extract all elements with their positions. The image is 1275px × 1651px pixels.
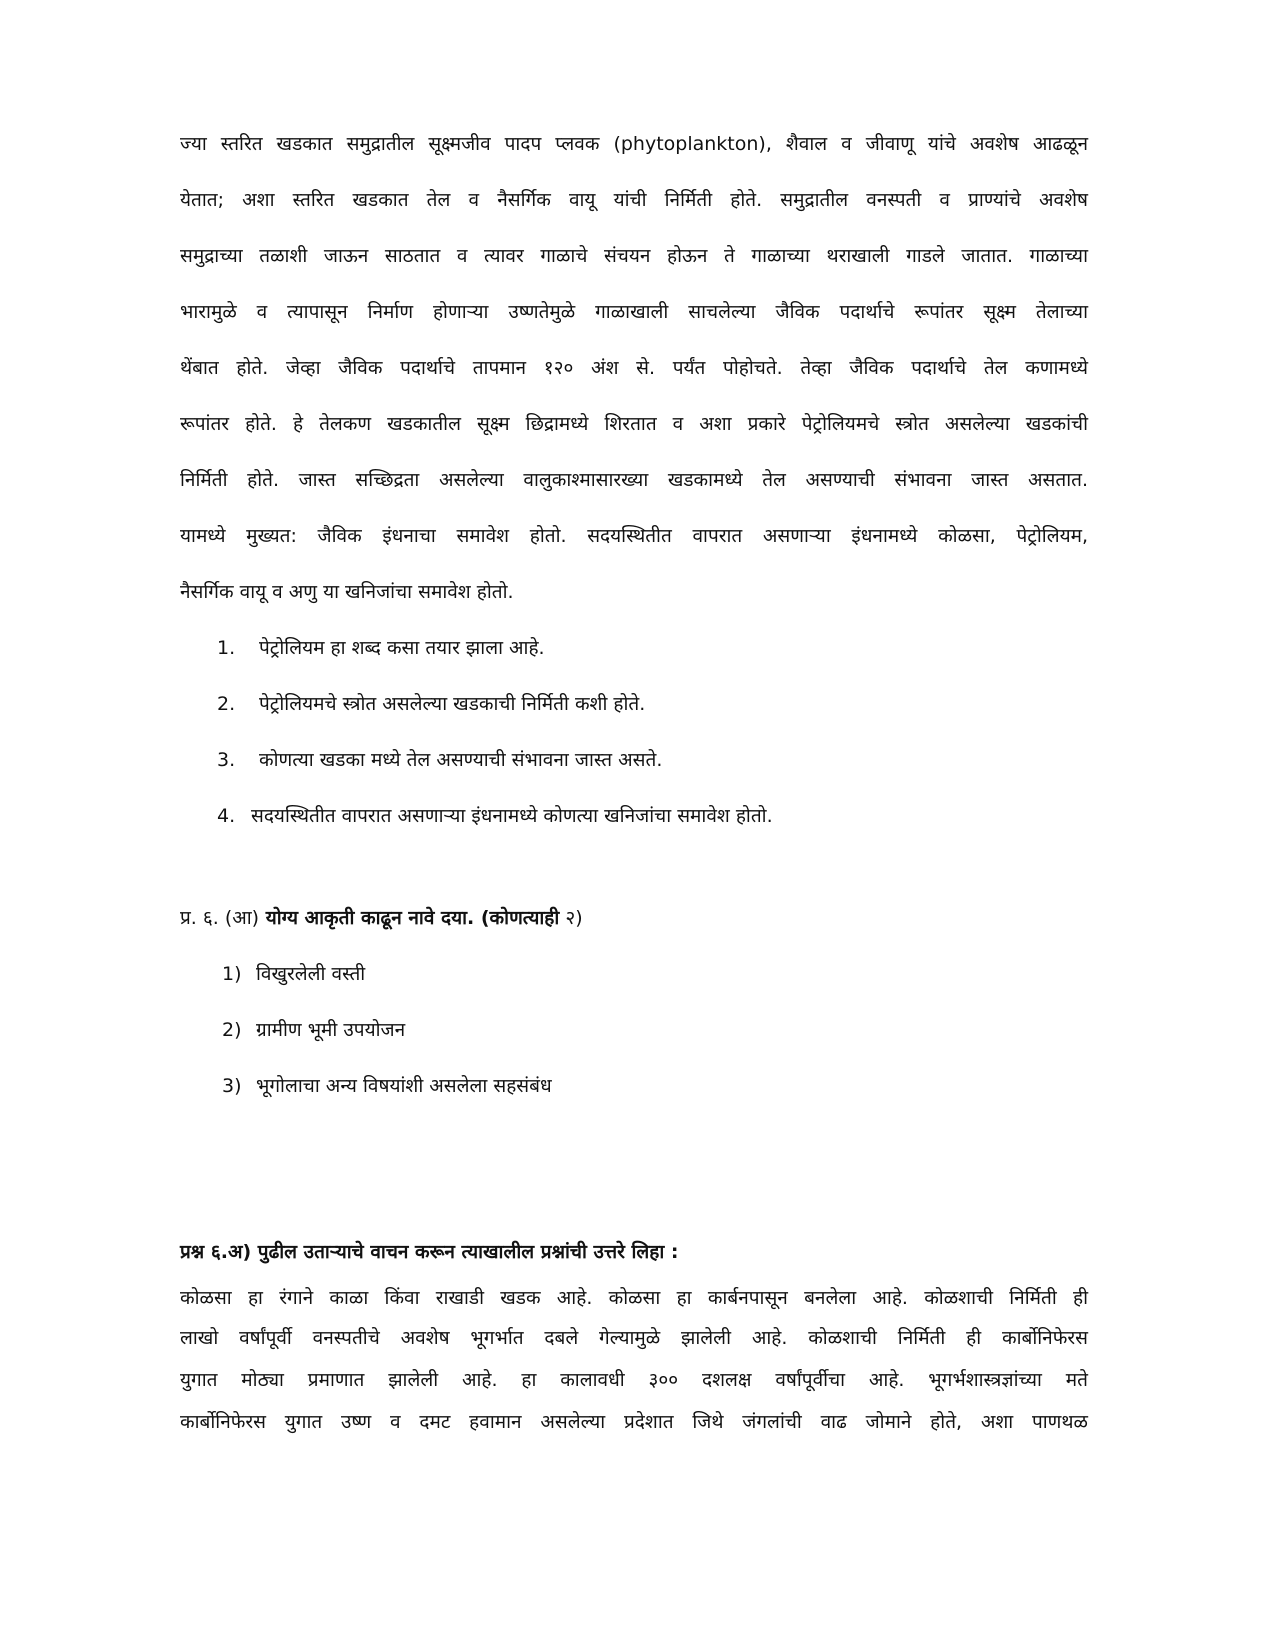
passage1-line: यामध्ये मुख्यत: जैविक इंधनाचा समावेश होतो. सदयस्थितीत वापरात असणाऱ्या इंधनामध्ये कोळसा, पेट्रोलियम, — [180, 525, 1088, 547]
section3-heading: प्रश्न ६.अ) पुढील उताऱ्याचे वाचन करून त्याखालील प्रश्नांची उत्तरे लिहा : — [180, 1241, 679, 1263]
figure-item — [222, 1018, 405, 1042]
passage1-line: नैसर्गिक वायू व अणु या खनिजांचा समावेश होतो. — [180, 581, 514, 603]
section2-heading-prefix: प्र. ६. (आ) — [180, 907, 260, 929]
passage1-line: समुद्राच्या तळाशी जाऊन साठतात व त्यावर गाळाचे संचयन होऊन ते गाळाच्या थराखाली गाडले जातात. गाळाच्या — [180, 245, 1088, 267]
figure-number: 3) — [222, 1075, 242, 1097]
figure-text: भूगोलाचा अन्य विषयांशी असलेला सहसंबंध — [256, 1075, 552, 1097]
passage1-line: थेंबात होते. जेव्हा जैविक पदार्थाचे तापमान १२० अंश से. पर्यंत पोहोचते. तेव्हा जैविक पदार्थाचे तेल कणामध्ये — [180, 357, 1088, 379]
section2-heading-suffix: २) — [559, 907, 583, 929]
passage1-line: भारामुळे व त्यापासून निर्माण होणाऱ्या उष्णतेमुळे गाळाखाली साचलेल्या जैविक पदार्थाचे रूपांतर सूक्ष्म तेलाच्या — [180, 301, 1088, 323]
passage1-line: ज्या स्तरित खडकात समुद्रातील सूक्ष्मजीव पादप प्लवक (phytoplankton), शैवाल व जीवाणू यांचे अवशेष आढळून — [180, 133, 1088, 155]
passage2-line: कार्बोनिफेरस युगात उष्ण व दमट हवामान असलेल्या प्रदेशात जिथे जंगलांची वाढ जोमाने होते, अशा पाणथळ — [180, 1411, 1088, 1433]
figure-item — [222, 1074, 552, 1098]
figure-item — [222, 962, 365, 986]
question-text: पेट्रोलियम हा शब्द कसा तयार झाला आहे. — [259, 637, 545, 659]
question-text: सदयस्थितीत वापरात असणाऱ्या इंधनामध्ये कोणत्या खनिजांचा समावेश होतो. — [251, 805, 773, 827]
question-item — [217, 804, 773, 828]
passage1-line: रूपांतर होते. हे तेलकण खडकातील सूक्ष्म छिद्रामध्ये शिरतात व अशा प्रकारे पेट्रोलियमचे स्त्रोत असलेल्या खडकांची — [180, 413, 1088, 435]
passage2-line: लाखो वर्षांपूर्वी वनस्पतीचे अवशेष भूगर्भात दबले गेल्यामुळे झालेली आहे. कोळशाची निर्मिती ही कार्बोनिफेरस — [180, 1327, 1088, 1349]
question-item — [217, 692, 645, 716]
passage2-line: युगात मोठ्या प्रमाणात झालेली आहे. हा कालावधी ३०० दशलक्ष वर्षांपूर्वीचा आहे. भूगर्भशास्त्रज्ञांच्या मते — [180, 1369, 1088, 1391]
question-text: कोणत्या खडका मध्ये तेल असण्याची संभावना जास्त असते. — [259, 749, 663, 771]
question-number: 2. — [217, 693, 236, 715]
passage1-line: येतात; अशा स्तरित खडकात तेल व नैसर्गिक वायू यांची निर्मिती होते. समुद्रातील वनस्पती व प्राण्यांचे अवशेष — [180, 189, 1088, 211]
section2-heading — [180, 906, 583, 930]
question-number: 4. — [217, 805, 236, 827]
question-number: 1. — [217, 637, 236, 659]
question-item — [217, 636, 545, 660]
figure-text: विखुरलेली वस्ती — [256, 963, 366, 985]
question-text: पेट्रोलियमचे स्त्रोत असलेल्या खडकाची निर्मिती कशी होते. — [259, 693, 646, 715]
passage1-line: निर्मिती होते. जास्त सच्छिद्रता असलेल्या वालुकाश्मासारख्या खडकामध्ये तेल असण्याची संभावना जास्त असतात. — [180, 469, 1088, 491]
figure-number: 1) — [222, 963, 242, 985]
question-number: 3. — [217, 749, 236, 771]
figure-number: 2) — [222, 1019, 242, 1041]
passage2-line: कोळसा हा रंगाने काळा किंवा राखाडी खडक आहे. कोळसा हा कार्बनपासून बनलेला आहे. कोळशाची निर्मिती ही — [180, 1287, 1088, 1309]
figure-text: ग्रामीण भूमी उपयोजन — [256, 1019, 406, 1041]
question-item — [217, 748, 662, 772]
section2-heading-main: योग्य आकृती काढून नावे दया. (कोणत्याही — [259, 907, 560, 929]
